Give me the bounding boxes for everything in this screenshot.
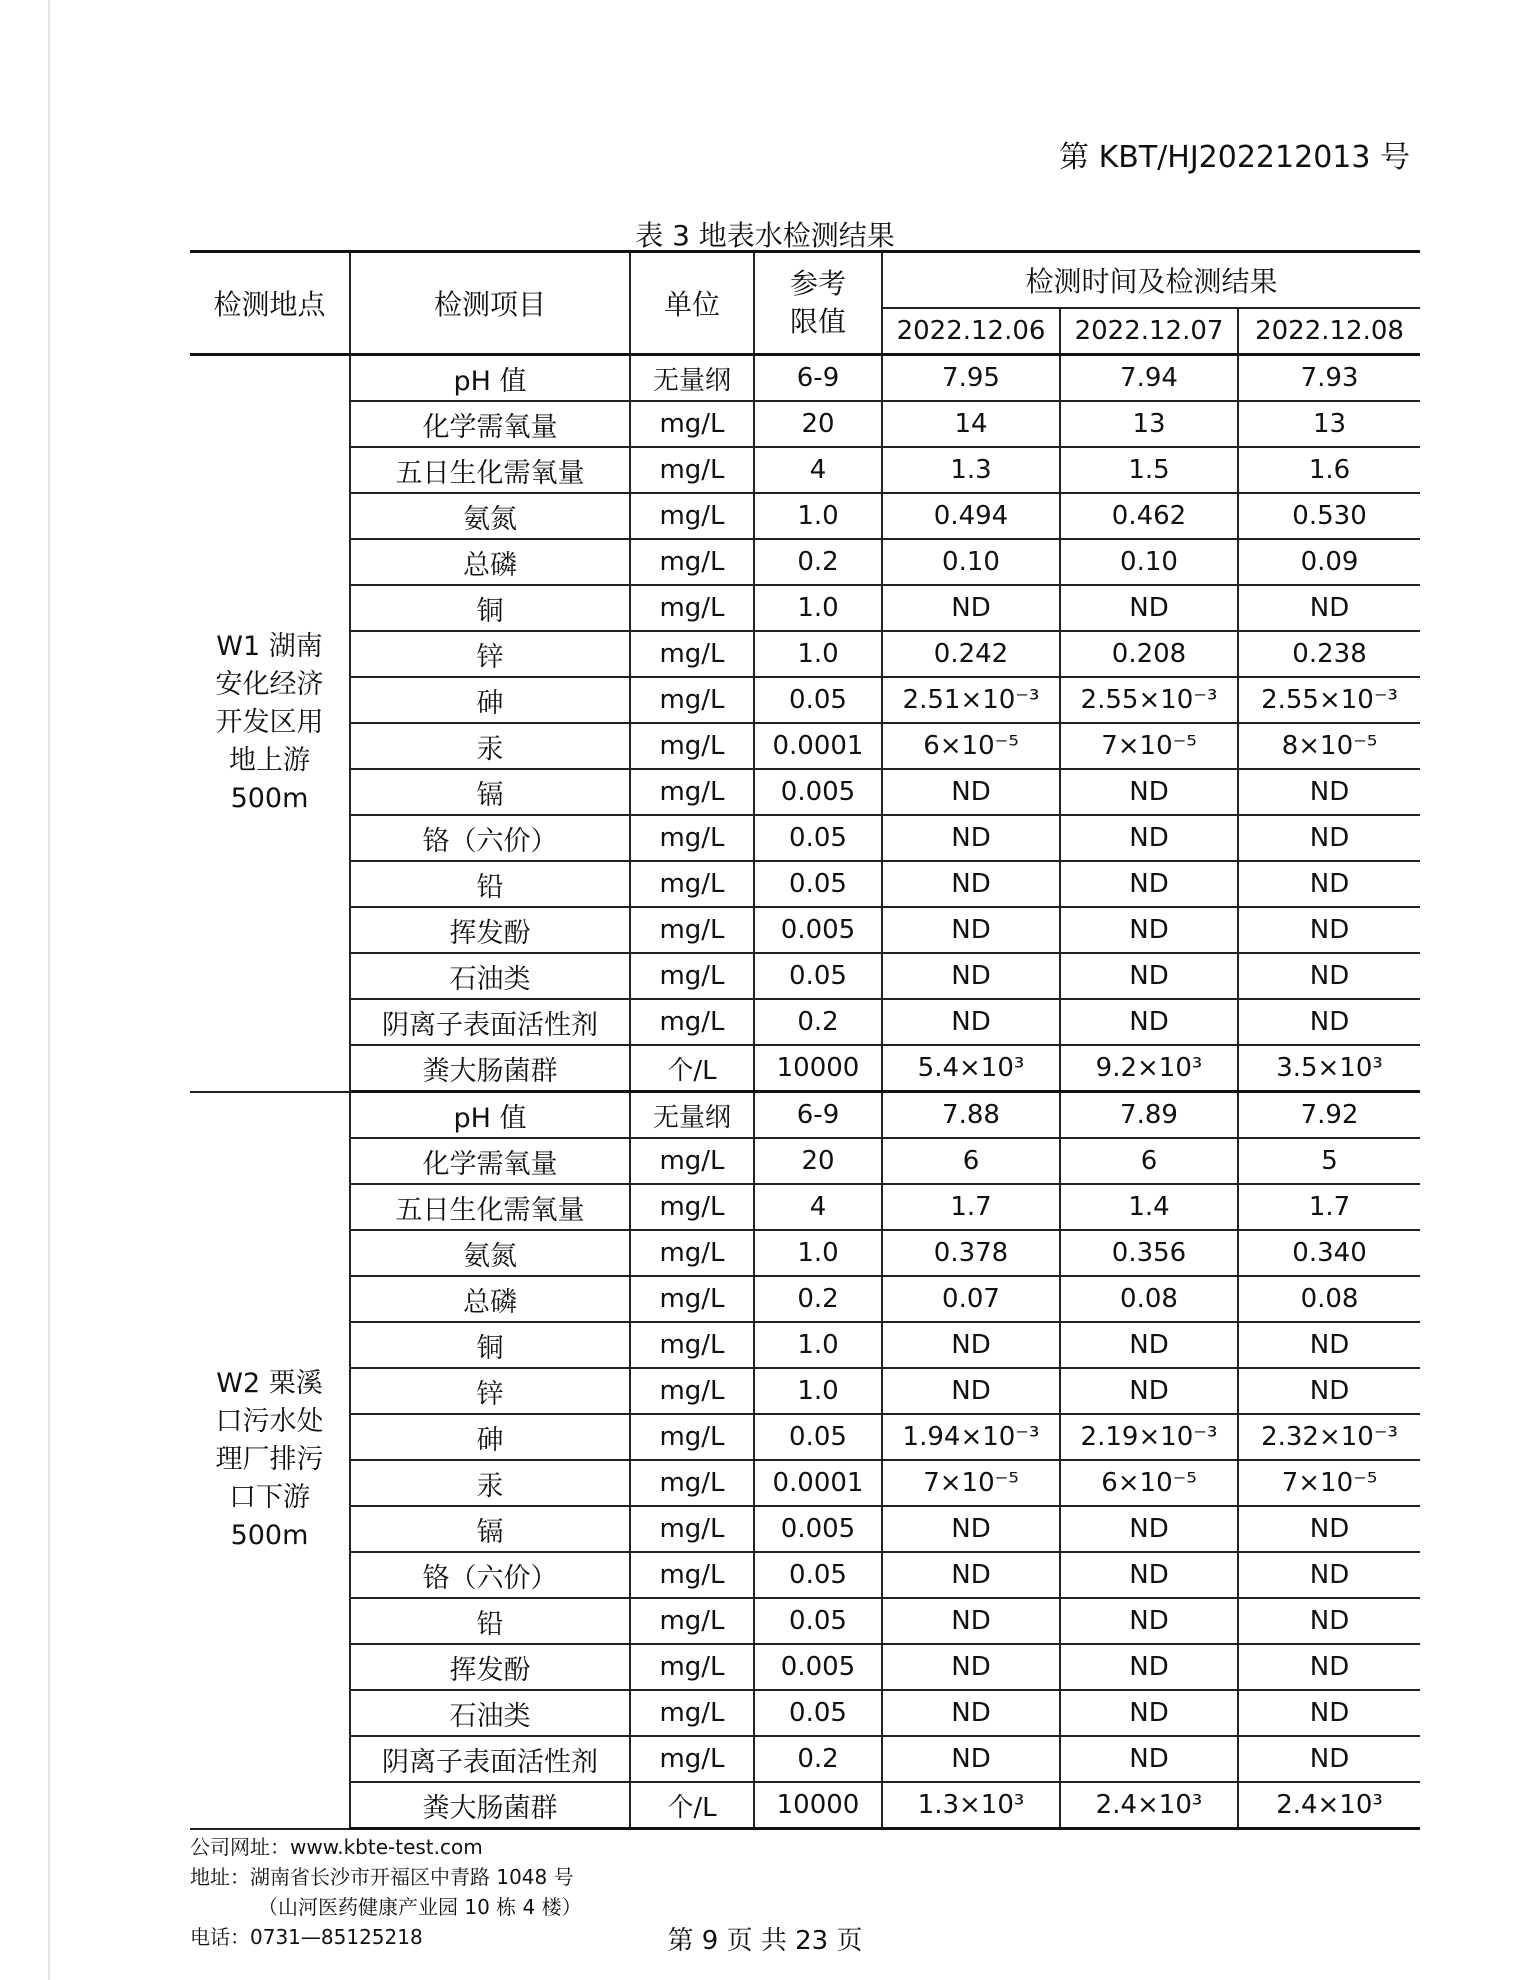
limit-cell: 1.0 (754, 1368, 882, 1414)
item-cell: 粪大肠菌群 (350, 1782, 630, 1829)
value-3-cell: 0.340 (1238, 1230, 1420, 1276)
unit-cell: mg/L (630, 1138, 754, 1184)
limit-cell: 10000 (754, 1782, 882, 1829)
value-2-cell: 7.94 (1060, 355, 1238, 402)
value-1-cell: 0.07 (882, 1276, 1060, 1322)
item-cell: 铬（六价） (350, 1552, 630, 1598)
value-1-cell: ND (882, 1552, 1060, 1598)
value-3-cell: 2.55×10⁻³ (1238, 677, 1420, 723)
unit-cell: 无量纲 (630, 1092, 754, 1139)
limit-cell: 0.0001 (754, 723, 882, 769)
limit-cell: 1.0 (754, 585, 882, 631)
value-1-cell: 14 (882, 401, 1060, 447)
value-1-cell: ND (882, 861, 1060, 907)
table-row (190, 1690, 1420, 1736)
value-3-cell: 2.32×10⁻³ (1238, 1414, 1420, 1460)
site-name-cell (190, 355, 350, 1092)
value-3-cell: ND (1238, 1644, 1420, 1690)
value-2-cell: 0.10 (1060, 539, 1238, 585)
value-1-cell: 1.94×10⁻³ (882, 1414, 1060, 1460)
value-1-cell: ND (882, 1690, 1060, 1736)
table-row (190, 585, 1420, 631)
value-2-cell: 0.08 (1060, 1276, 1238, 1322)
value-2-cell: ND (1060, 907, 1238, 953)
value-3-cell: ND (1238, 769, 1420, 815)
value-2-cell: ND (1060, 1690, 1238, 1736)
header-unit: 单位 (630, 252, 754, 355)
unit-cell: mg/L (630, 723, 754, 769)
unit-cell: mg/L (630, 493, 754, 539)
value-2-cell: ND (1060, 585, 1238, 631)
value-2-cell: ND (1060, 1598, 1238, 1644)
value-1-cell: ND (882, 1322, 1060, 1368)
table-row (190, 1736, 1420, 1782)
item-cell: pH 值 (350, 1092, 630, 1139)
item-cell: 锌 (350, 1368, 630, 1414)
value-1-cell: 1.7 (882, 1184, 1060, 1230)
limit-cell: 20 (754, 1138, 882, 1184)
table-row (190, 723, 1420, 769)
table-row (190, 1368, 1420, 1414)
unit-cell: 个/L (630, 1045, 754, 1092)
value-2-cell: ND (1060, 1644, 1238, 1690)
unit-cell: mg/L (630, 1276, 754, 1322)
value-1-cell: ND (882, 1644, 1060, 1690)
table-row (190, 1230, 1420, 1276)
table-row (190, 1045, 1420, 1092)
value-3-cell: ND (1238, 861, 1420, 907)
item-cell: 阴离子表面活性剂 (350, 1736, 630, 1782)
unit-cell: mg/L (630, 1506, 754, 1552)
limit-cell: 1.0 (754, 493, 882, 539)
site-name-cell (190, 1092, 350, 1829)
value-2-cell: ND (1060, 769, 1238, 815)
value-3-cell: ND (1238, 1506, 1420, 1552)
limit-cell: 0.0001 (754, 1460, 882, 1506)
table-row (190, 769, 1420, 815)
item-cell: 镉 (350, 1506, 630, 1552)
value-3-cell: 8×10⁻⁵ (1238, 723, 1420, 769)
item-cell: 铬（六价） (350, 815, 630, 861)
limit-cell: 1.0 (754, 631, 882, 677)
item-cell: 铅 (350, 861, 630, 907)
value-1-cell: 0.378 (882, 1230, 1060, 1276)
value-1-cell: ND (882, 585, 1060, 631)
item-cell: 五日生化需氧量 (350, 447, 630, 493)
unit-cell: mg/L (630, 1322, 754, 1368)
footer-website: 公司网址：www.kbte-test.com (190, 1835, 483, 1859)
header-item: 检测项目 (350, 252, 630, 355)
unit-cell: mg/L (630, 1368, 754, 1414)
table-row (190, 1276, 1420, 1322)
value-2-cell: ND (1060, 953, 1238, 999)
item-cell: 砷 (350, 677, 630, 723)
unit-cell: mg/L (630, 1690, 754, 1736)
item-cell: 总磷 (350, 1276, 630, 1322)
unit-cell: mg/L (630, 769, 754, 815)
unit-cell: mg/L (630, 1230, 754, 1276)
value-1-cell: 6×10⁻⁵ (882, 723, 1060, 769)
item-cell: 阴离子表面活性剂 (350, 999, 630, 1045)
value-2-cell: 6×10⁻⁵ (1060, 1460, 1238, 1506)
value-2-cell: 2.4×10³ (1060, 1782, 1238, 1829)
item-cell: 镉 (350, 769, 630, 815)
limit-cell: 1.0 (754, 1230, 882, 1276)
value-1-cell: ND (882, 769, 1060, 815)
value-2-cell: 1.5 (1060, 447, 1238, 493)
table-row (190, 1460, 1420, 1506)
table-title: 表 3 地表水检测结果 (635, 219, 895, 252)
value-2-cell: ND (1060, 1552, 1238, 1598)
unit-cell: mg/L (630, 1736, 754, 1782)
value-3-cell: ND (1238, 1690, 1420, 1736)
value-1-cell: ND (882, 953, 1060, 999)
header-results: 检测时间及检测结果 (882, 252, 1420, 309)
table-row (190, 1414, 1420, 1460)
site-name: W1 湖南安化经济开发区用地上游 500m (215, 631, 324, 815)
table-row (190, 355, 1420, 402)
value-3-cell: 0.09 (1238, 539, 1420, 585)
value-3-cell: 2.4×10³ (1238, 1782, 1420, 1829)
unit-cell: mg/L (630, 677, 754, 723)
unit-cell: mg/L (630, 999, 754, 1045)
value-3-cell: ND (1238, 1598, 1420, 1644)
value-2-cell: 1.4 (1060, 1184, 1238, 1230)
value-3-cell: ND (1238, 1368, 1420, 1414)
footer-address: 地址：湖南省长沙市开福区中青路 1048 号 (190, 1865, 574, 1889)
value-3-cell: ND (1238, 999, 1420, 1045)
value-1-cell: ND (882, 907, 1060, 953)
value-3-cell: ND (1238, 907, 1420, 953)
unit-cell: mg/L (630, 1552, 754, 1598)
table-row (190, 677, 1420, 723)
value-3-cell: 3.5×10³ (1238, 1045, 1420, 1092)
value-2-cell: 0.462 (1060, 493, 1238, 539)
limit-cell: 6-9 (754, 355, 882, 402)
value-3-cell: 1.6 (1238, 447, 1420, 493)
value-1-cell: 0.10 (882, 539, 1060, 585)
value-2-cell: 7×10⁻⁵ (1060, 723, 1238, 769)
header-limit-text: 参考限值 (789, 267, 846, 338)
value-2-cell: ND (1060, 1322, 1238, 1368)
item-cell: 砷 (350, 1414, 630, 1460)
limit-cell: 0.05 (754, 1598, 882, 1644)
header-date-2: 2022.12.07 (1060, 308, 1238, 355)
table-row (190, 447, 1420, 493)
item-cell: 总磷 (350, 539, 630, 585)
limit-cell: 0.2 (754, 1736, 882, 1782)
value-2-cell: 9.2×10³ (1060, 1045, 1238, 1092)
value-3-cell: ND (1238, 1322, 1420, 1368)
value-2-cell: ND (1060, 1506, 1238, 1552)
value-2-cell: 13 (1060, 401, 1238, 447)
limit-cell: 0.005 (754, 907, 882, 953)
value-2-cell: 0.208 (1060, 631, 1238, 677)
value-3-cell: 7.93 (1238, 355, 1420, 402)
table-row (190, 861, 1420, 907)
limit-cell: 1.0 (754, 1322, 882, 1368)
value-1-cell: ND (882, 1598, 1060, 1644)
unit-cell: mg/L (630, 953, 754, 999)
unit-cell: mg/L (630, 631, 754, 677)
limit-cell: 20 (754, 401, 882, 447)
limit-cell: 0.05 (754, 1690, 882, 1736)
limit-cell: 0.05 (754, 953, 882, 999)
item-cell: 铅 (350, 1598, 630, 1644)
table-row (190, 1138, 1420, 1184)
limit-cell: 0.005 (754, 769, 882, 815)
limit-cell: 4 (754, 1184, 882, 1230)
limit-cell: 10000 (754, 1045, 882, 1092)
value-2-cell: 6 (1060, 1138, 1238, 1184)
item-cell: pH 值 (350, 355, 630, 402)
unit-cell: 个/L (630, 1782, 754, 1829)
limit-cell: 4 (754, 447, 882, 493)
value-1-cell: ND (882, 999, 1060, 1045)
table-row (190, 493, 1420, 539)
table-row (190, 999, 1420, 1045)
value-2-cell: 2.55×10⁻³ (1060, 677, 1238, 723)
limit-cell: 0.05 (754, 1552, 882, 1598)
table-row (190, 1506, 1420, 1552)
item-cell: 氨氮 (350, 1230, 630, 1276)
header-date-3: 2022.12.08 (1238, 308, 1420, 355)
value-3-cell: 7.92 (1238, 1092, 1420, 1139)
value-2-cell: 0.356 (1060, 1230, 1238, 1276)
header-date-1: 2022.12.06 (882, 308, 1060, 355)
scan-page-edge (48, 0, 50, 1980)
limit-cell: 0.005 (754, 1644, 882, 1690)
item-cell: 汞 (350, 723, 630, 769)
unit-cell: mg/L (630, 907, 754, 953)
value-2-cell: 2.19×10⁻³ (1060, 1414, 1238, 1460)
value-3-cell: ND (1238, 815, 1420, 861)
value-3-cell: 13 (1238, 401, 1420, 447)
unit-cell: 无量纲 (630, 355, 754, 402)
report-number: 第 KBT/HJ202212013 号 (1059, 140, 1410, 175)
unit-cell: mg/L (630, 1414, 754, 1460)
unit-cell: mg/L (630, 539, 754, 585)
value-1-cell: ND (882, 815, 1060, 861)
item-cell: 铜 (350, 585, 630, 631)
item-cell: 锌 (350, 631, 630, 677)
unit-cell: mg/L (630, 1184, 754, 1230)
table-row (190, 631, 1420, 677)
unit-cell: mg/L (630, 815, 754, 861)
item-cell: 石油类 (350, 953, 630, 999)
limit-cell: 0.05 (754, 1414, 882, 1460)
item-cell: 石油类 (350, 1690, 630, 1736)
limit-cell: 0.2 (754, 999, 882, 1045)
table-row (190, 907, 1420, 953)
table-row (190, 815, 1420, 861)
table-row (190, 1092, 1420, 1139)
limit-cell: 0.05 (754, 815, 882, 861)
site-name: W2 栗溪口污水处理厂排污口下游 500m (215, 1368, 324, 1551)
value-3-cell: 7×10⁻⁵ (1238, 1460, 1420, 1506)
item-cell: 粪大肠菌群 (350, 1045, 630, 1092)
value-1-cell: 0.494 (882, 493, 1060, 539)
limit-cell: 0.05 (754, 677, 882, 723)
unit-cell: mg/L (630, 401, 754, 447)
table-row (190, 953, 1420, 999)
surface-water-results-table (190, 250, 1420, 1830)
value-2-cell: ND (1060, 1368, 1238, 1414)
limit-cell: 0.2 (754, 539, 882, 585)
unit-cell: mg/L (630, 1644, 754, 1690)
value-3-cell: ND (1238, 953, 1420, 999)
value-1-cell: 0.242 (882, 631, 1060, 677)
table-row (190, 1184, 1420, 1230)
value-3-cell: 0.530 (1238, 493, 1420, 539)
value-3-cell: 0.238 (1238, 631, 1420, 677)
item-cell: 汞 (350, 1460, 630, 1506)
value-3-cell: 5 (1238, 1138, 1420, 1184)
table-row (190, 1598, 1420, 1644)
limit-cell: 0.005 (754, 1506, 882, 1552)
table-row (190, 1552, 1420, 1598)
header-site: 检测地点 (190, 252, 350, 355)
value-1-cell: 2.51×10⁻³ (882, 677, 1060, 723)
header-limit (754, 252, 882, 355)
value-1-cell: ND (882, 1368, 1060, 1414)
value-2-cell: ND (1060, 815, 1238, 861)
value-3-cell: ND (1238, 1552, 1420, 1598)
unit-cell: mg/L (630, 1460, 754, 1506)
value-1-cell: ND (882, 1736, 1060, 1782)
limit-cell: 0.2 (754, 1276, 882, 1322)
table-row (190, 539, 1420, 585)
item-cell: 铜 (350, 1322, 630, 1368)
value-2-cell: 7.89 (1060, 1092, 1238, 1139)
value-1-cell: ND (882, 1506, 1060, 1552)
results-body (190, 355, 1420, 1829)
value-3-cell: ND (1238, 585, 1420, 631)
value-1-cell: 1.3 (882, 447, 1060, 493)
value-1-cell: 5.4×10³ (882, 1045, 1060, 1092)
value-3-cell: ND (1238, 1736, 1420, 1782)
value-1-cell: 7.88 (882, 1092, 1060, 1139)
item-cell: 化学需氧量 (350, 1138, 630, 1184)
footer-phone: 电话：0731—85125218 (190, 1925, 423, 1949)
value-2-cell: ND (1060, 861, 1238, 907)
value-1-cell: 7×10⁻⁵ (882, 1460, 1060, 1506)
limit-cell: 6-9 (754, 1092, 882, 1139)
item-cell: 挥发酚 (350, 907, 630, 953)
item-cell: 氨氮 (350, 493, 630, 539)
item-cell: 五日生化需氧量 (350, 1184, 630, 1230)
page-number: 第 9 页 共 23 页 (667, 1926, 863, 1956)
value-1-cell: 6 (882, 1138, 1060, 1184)
limit-cell: 0.05 (754, 861, 882, 907)
unit-cell: mg/L (630, 861, 754, 907)
table-row (190, 1782, 1420, 1829)
footer-address-line2: （山河医药健康产业园 10 栋 4 楼） (258, 1895, 582, 1919)
table-row (190, 401, 1420, 447)
value-3-cell: 0.08 (1238, 1276, 1420, 1322)
table-row (190, 1322, 1420, 1368)
value-3-cell: 1.7 (1238, 1184, 1420, 1230)
value-1-cell: 7.95 (882, 355, 1060, 402)
value-2-cell: ND (1060, 1736, 1238, 1782)
item-cell: 化学需氧量 (350, 401, 630, 447)
item-cell: 挥发酚 (350, 1644, 630, 1690)
table-row (190, 1644, 1420, 1690)
unit-cell: mg/L (630, 585, 754, 631)
unit-cell: mg/L (630, 1598, 754, 1644)
unit-cell: mg/L (630, 447, 754, 493)
value-2-cell: ND (1060, 999, 1238, 1045)
value-1-cell: 1.3×10³ (882, 1782, 1060, 1829)
